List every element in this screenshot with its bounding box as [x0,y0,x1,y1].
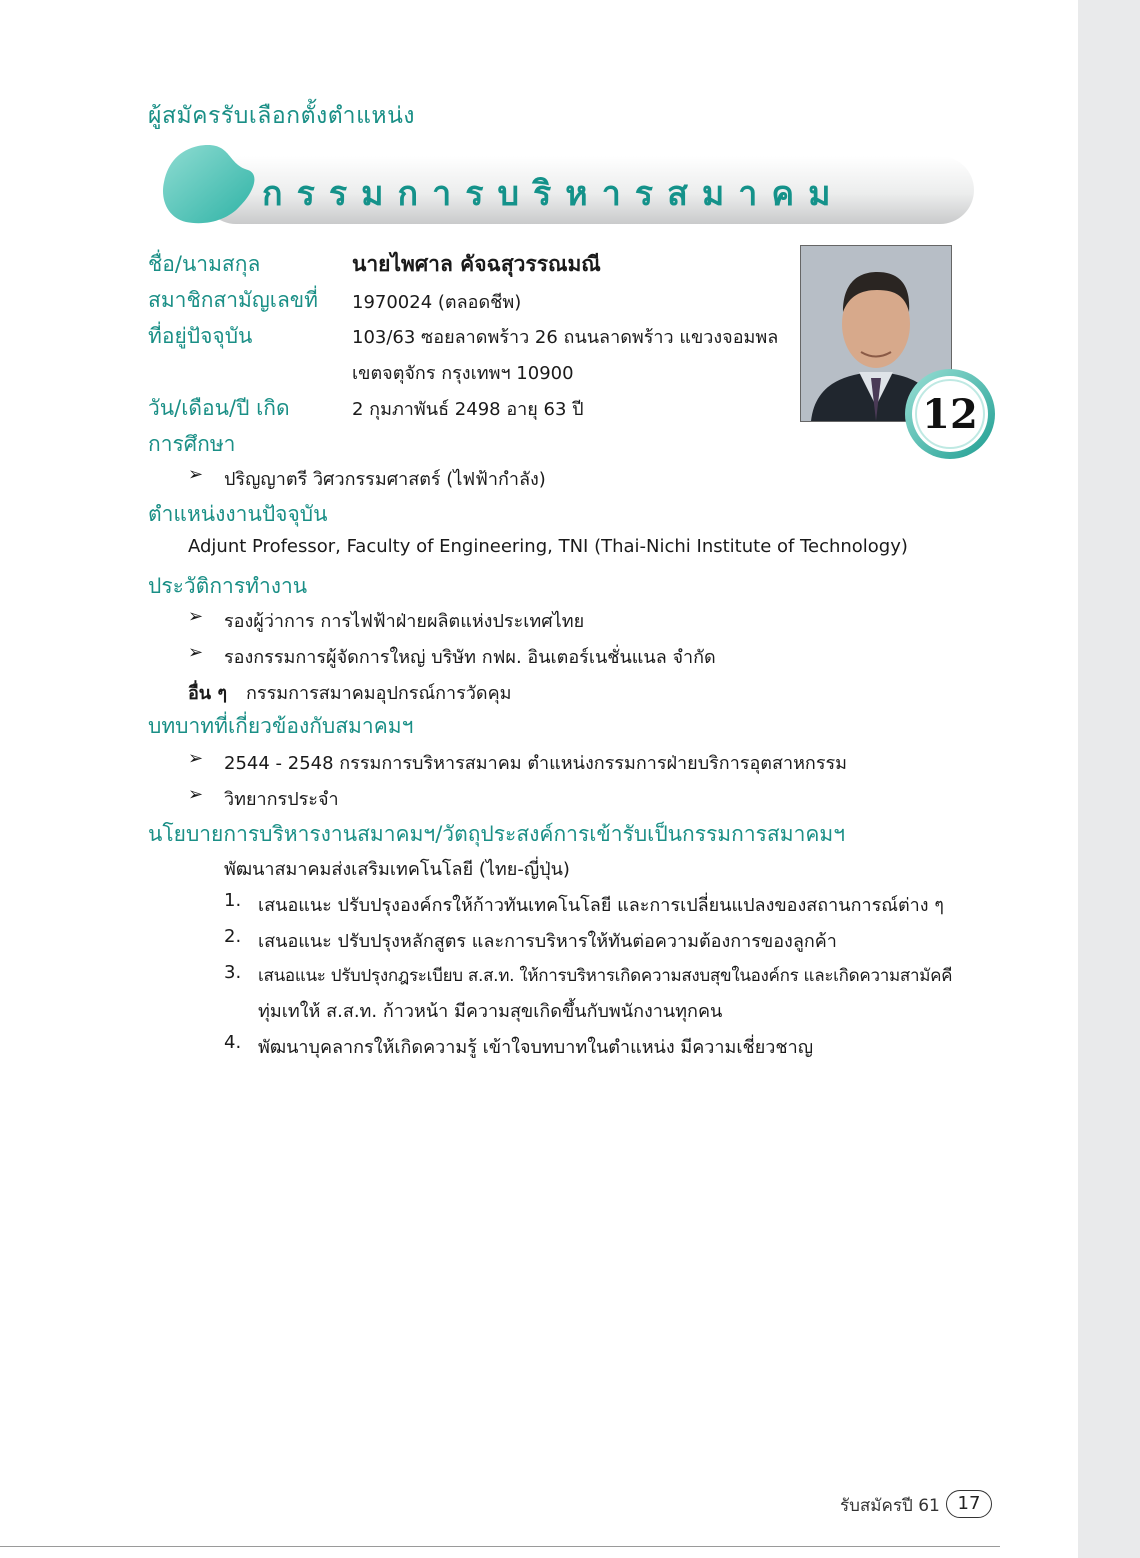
work-history-item: รองกรรมการผู้จัดการใหญ่ บริษัท กฟผ. อินเตอร์เนชั่นแนล จำกัด [224,647,716,668]
pre-title: ผู้สมัครรับเลือกตั้งตำแหน่ง [148,103,416,129]
arrow-bullet-icon: ➢ [188,784,204,805]
policy-item-continuation: ทุ่มเทให้ ส.ส.ท. ก้าวหน้า มีความสุขเกิดขึ้นกับพนักงานทุกคน [258,1001,723,1022]
policy-item-text: เสนอแนะ ปรับปรุงองค์กรให้ก้าวทันเทคโนโลยี และการเปลี่ยนแปลงของสถานการณ์ต่าง ๆ [258,895,944,916]
candidate-number-badge [902,366,998,462]
address-line-1: 103/63 ซอยลาดพร้าว 26 ถนนลาดพร้าว แขวงจอมพล [352,327,779,348]
arrow-bullet-icon: ➢ [188,748,204,769]
policy-item-text: เสนอแนะ ปรับปรุงกฎระเบียบ ส.ส.ท. ให้การบริหารเกิดความสงบสุขในองค์กร และเกิดความสามัคคี [258,966,953,986]
candidate-name: นายไพศาล คัจฉสุวรรณมณี [352,252,601,276]
association-role-item: วิทยากรประจำ [224,789,339,810]
policy-item-text: เสนอแนะ ปรับปรุงหลักสูตร และการบริหารให้ทันต่อความต้องการของลูกค้า [258,931,837,952]
education-item: ปริญญาตรี วิศวกรรมศาสตร์ (ไฟฟ้ากำลัง) [224,469,546,490]
policy-item-number: 3. [224,962,242,983]
work-history-item: รองผู้ว่าการ การไฟฟ้าฝ่ายผลิตแห่งประเทศไทย [224,611,585,632]
arrow-bullet-icon: ➢ [188,606,204,627]
work-history-heading: ประวัติการทำงาน [148,574,308,598]
member-number: 1970024 (ตลอดชีพ) [352,292,522,313]
education-heading: การศึกษา [148,432,236,456]
member-label: สมาชิกสามัญเลขที่ [148,288,319,312]
badge-number: 12 [922,391,978,438]
current-position-heading: ตำแหน่งงานปัจจุบัน [148,502,328,526]
birth-date: 2 กุมภาพันธ์ 2498 อายุ 63 ปี [352,399,584,420]
name-label: ชื่อ/นามสกุล [148,252,261,276]
birth-label: วัน/เดือน/ปี เกิด [148,396,290,420]
page-number: 17 [946,1490,992,1518]
current-position-text: Adjunt Professor, Faculty of Engineering, TNI (Thai-Nichi Institute of Technology) [188,536,908,557]
policy-item-number: 4. [224,1032,242,1053]
address-label: ที่อยู่ปัจจุบัน [148,324,253,348]
other-text: กรรมการสมาคมอุปกรณ์การวัดคุม [246,683,512,704]
address-line-2: เขตจตุจักร กรุงเทพฯ 10900 [352,363,574,384]
footer-label: รับสมัครปี 61 [840,1496,940,1516]
policy-item-number: 1. [224,890,242,911]
policy-intro: พัฒนาสมาคมส่งเสริมเทคโนโลยี (ไทย-ญี่ปุ่น) [224,859,570,880]
policy-item-number: 2. [224,926,242,947]
policy-heading: นโยบายการบริหารงานสมาคมฯ/วัตถุประสงค์การเข้ารับเป็นกรรมการสมาคมฯ [148,822,846,846]
arrow-bullet-icon: ➢ [188,642,204,663]
footer-divider [0,1546,1000,1547]
arrow-bullet-icon: ➢ [188,464,204,485]
association-roles-heading: บทบาทที่เกี่ยวข้องกับสมาคมฯ [148,714,414,738]
association-role-item: 2544 - 2548 กรรมการบริหารสมาคม ตำแหน่งกรรมการฝ่ายบริการอุตสาหกรรม [224,753,848,774]
other-label: อื่น ๆ [188,683,228,704]
banner-title: กรรมการบริหารสมาคม [262,174,845,214]
policy-item-text: พัฒนาบุคลากรให้เกิดความรู้ เข้าใจบทบาทในตำแหน่ง มีความเชี่ยวชาญ [258,1037,814,1058]
page-side-band [1078,0,1140,1558]
